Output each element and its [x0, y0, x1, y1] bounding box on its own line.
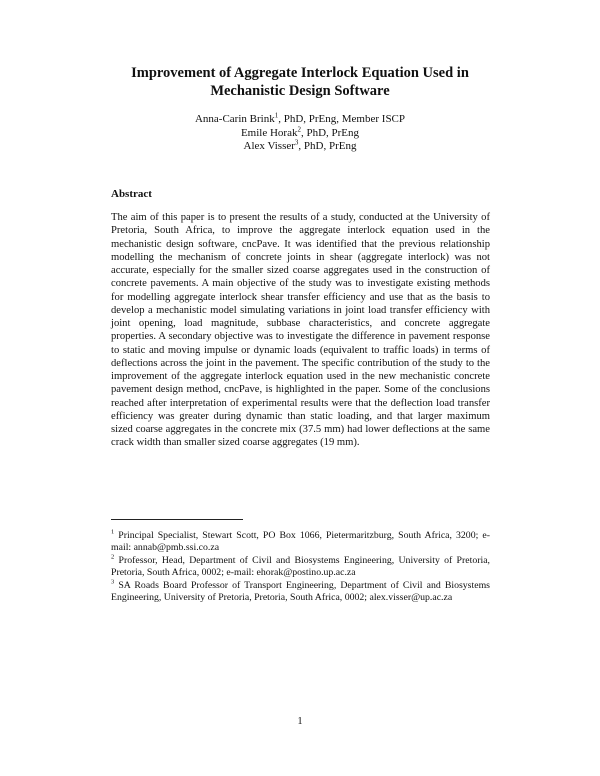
page-number: 1 [297, 716, 303, 727]
footnote [111, 530, 490, 555]
author-footnote-mark: 1 [274, 111, 279, 120]
author-name: Emile Horak [240, 126, 298, 139]
footnote-text: Principal Specialist, Stewart Scott, PO Box 1066, Pietermaritzburg, South Africa, 3200; e-mail: annab@pmb.ssi.co.za [111, 530, 490, 554]
author-footnote-mark: 3 [294, 138, 299, 147]
footnotes [111, 530, 490, 604]
footnote-text: SA Roads Board Professor of Transport Engineering, Department of Civil and Biosystems Engineering, University of Pretoria, Pretoria, South Africa, 0002; alex.visser@up.ac.za [111, 579, 490, 604]
footnote [111, 580, 490, 605]
footnote-mark: 2 [111, 553, 115, 561]
author-line [100, 124, 500, 141]
author-line [100, 140, 500, 154]
author-name: Anna-Carin Brink [194, 113, 275, 125]
title-line-1: Improvement of Aggregate Interlock Equation Used in [131, 65, 469, 81]
footnote [111, 555, 490, 580]
author-footnote-mark: 2 [297, 124, 301, 133]
footnote-mark: 1 [111, 528, 115, 536]
author-credentials: , PhD, PrEng [298, 140, 357, 152]
author-name: Alex Visser [243, 140, 295, 152]
author-credentials: , PhD, PrEng [300, 126, 360, 139]
footnote-mark: 3 [111, 578, 115, 586]
paper-title [100, 64, 500, 100]
footnote-text: Professor, Head, Department of Civil and Biosystems Engineering, University of Pretoria, Pretoria, South Africa, 0002; e-mail: ehorak@postino.up.ac.za [111, 554, 490, 579]
author-list [100, 113, 500, 154]
abstract-body: The aim of this paper is to present the results of a study, conducted at the University of Pretoria, South Africa, to improve the aggregate interlock equation used in the mechanistic design software, cncPave. It was identified that the previous relationship modelling the mechanism of concrete joints in shear (aggregate interlock) was not accurate, especially for the smaller sized coarse aggregates used in the construction of concrete pavements. A main objective of the study was to investigate existing methods for modelling aggregate interlock shear transfer efficiency and use that as the basis to develop a mechanistic model simulating variations in joint load transfer efficiency with joint opening, load magnitude, subbase characteristics, and concrete aggregate properties. A secondary objective was to investigate the difference in pavement response to static and moving impulse or dynamic loads (equivalent to traffic loads) in terms of deflections across the joint in the pavement. The specific contribution of the study to the improvement of the aggregate interlock equation used in the new mechanistic concrete pavement design method, cncPave, is highlighted in the paper. Some of the conclusions reached after interpretation of experimental results were that the deflection load transfer efficiency was greater during dynamic than static loading, and that larger maximum sized coarse aggregates in the concrete mix (37.5 mm) had lower deflections at the same crack width than smaller sized coarse aggregates (19 mm). [111, 212, 490, 449]
abstract-heading: Abstract [111, 188, 152, 200]
author-credentials: , PhD, PrEng, Member ISCP [278, 113, 406, 125]
footnote-separator [111, 519, 243, 520]
title-line-2: Mechanistic Design Software [210, 83, 390, 99]
